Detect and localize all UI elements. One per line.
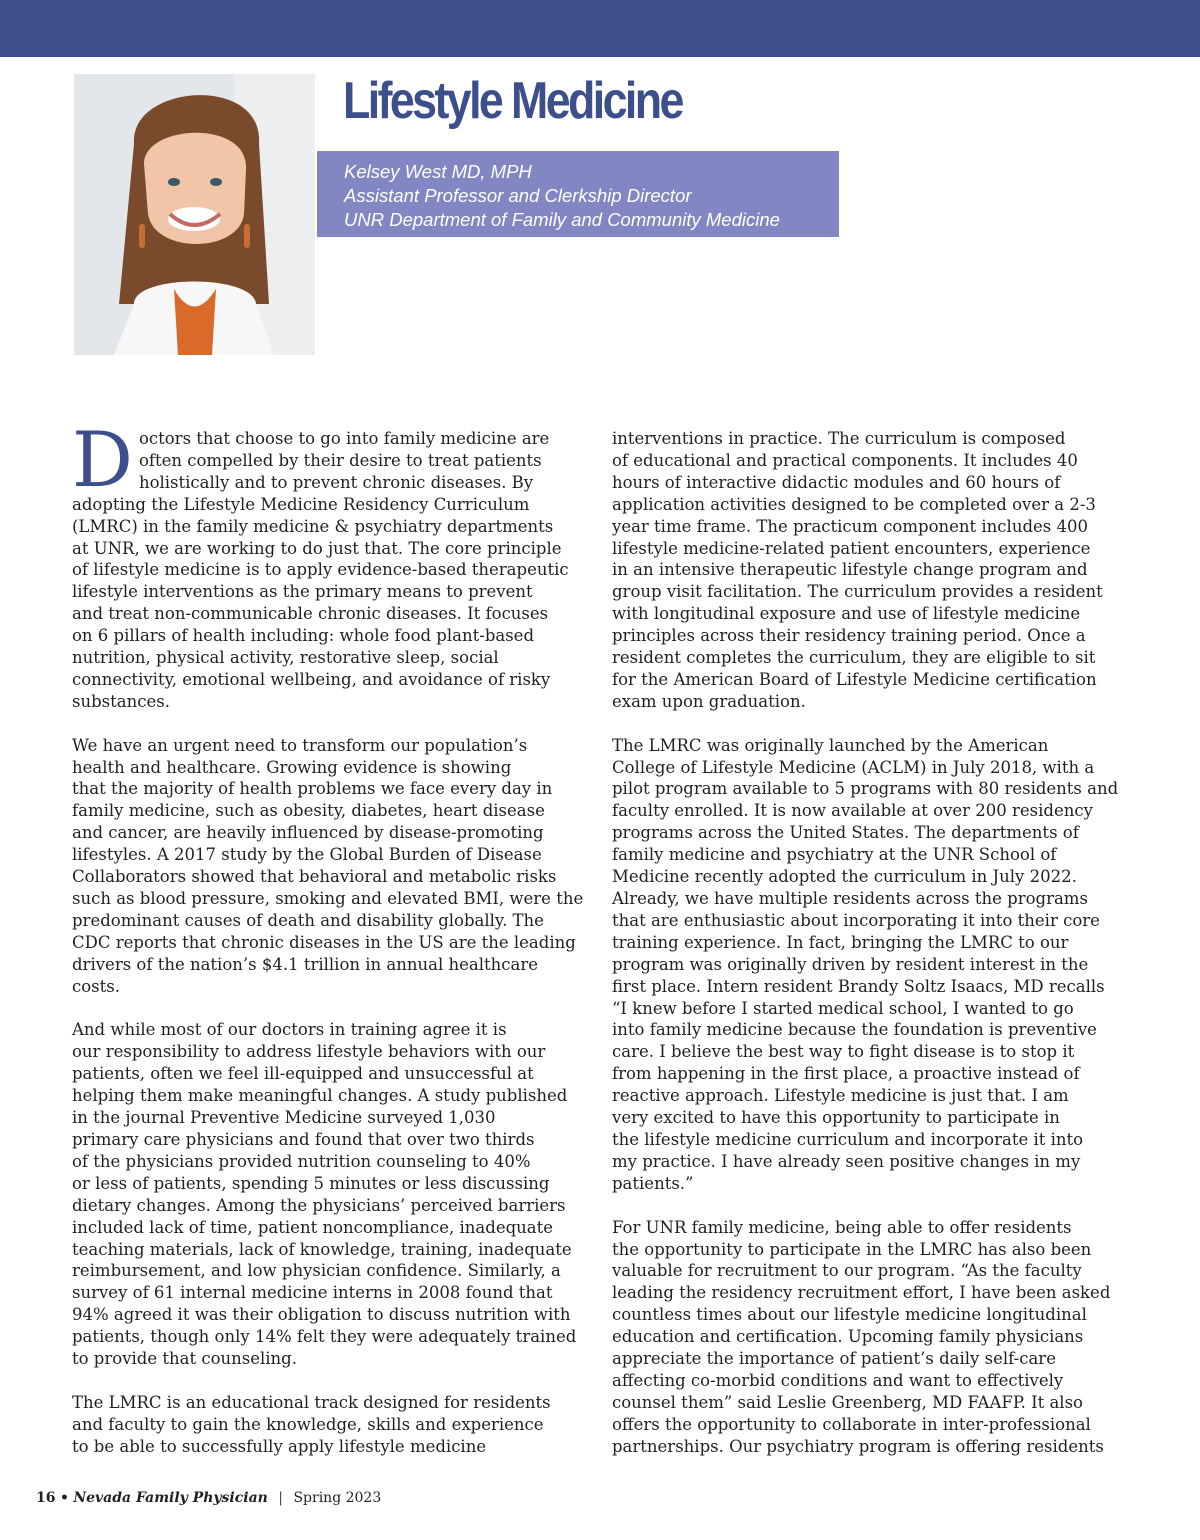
footer-bullet: •	[59, 1490, 69, 1506]
author-info-box	[317, 151, 839, 237]
article-paragraph: And while most of our doctors in training agree it is our responsibility to address lifestyle behaviors with our patients, often we feel ill-equipped and unsuccessful at helping them make meaningful changes. A study published in the journal Preventive Medicine surveyed 1,030 primary care physicians and found that over two thirds of the physicians provided nutrition counseling to 40% or less of patients, spending 5 minutes or less discussing dietary changes. Among the physicians’ perceived barriers included lack of time, patient noncompliance, inadequate teaching materials, lack of knowledge, training, inadequate reimbursement, and low physician confidence. Similarly, a survey of 61 internal medicine interns in 2008 found that 94% agreed it was their obligation to discuss nutrition with patients, though only 14% felt they were adequately trained to provide that counseling.	[72, 1020, 577, 1369]
paragraph-text: octors that choose to go into family medicine are often compelled by their desire to treat patients holistically and to prevent chronic diseases. By adopting the Lifestyle Medicine Residency Curriculum (LMRC) in the family medicine & psychiatry departments at UNR, we are working to do just that. The core principle of lifestyle medicine is to apply evidence-based therapeutic lifestyle interventions as the primary means to prevent and treat non-communicable chronic diseases. It focuses on 6 pillars of health including: whole food plant-based nutrition, physical activity, restorative sleep, social connectivity, emotional wellbeing, and avoidance of risky substances.	[72, 429, 569, 711]
article-paragraph: The LMRC is an educational track designed for residents and faculty to gain the knowledge, skills and experience to be able to successfully apply lifestyle medicine	[72, 1392, 551, 1456]
top-color-band	[0, 0, 1200, 57]
article-paragraph: For UNR family medicine, being able to offer residents the opportunity to participate in the LMRC has also been valuable for recruitment to our program. “As the faculty leading the residency recruitment effort, I have been asked countless times about our lifestyle medicine longitudinal education and certification. Upcoming family physicians appreciate the importance of patient’s daily self-care affecting co-morbid conditions and want to effectively counsel them” said Leslie Greenberg, MD FAAFP. It also offers the opportunity to collaborate in inter-professional partnerships. Our psychiatry program is offering residents	[612, 1217, 1111, 1456]
author-photo	[74, 74, 315, 355]
page-footer	[36, 1490, 381, 1506]
footer-separator: |	[278, 1490, 283, 1506]
page-title: Lifestyle Medicine	[343, 72, 682, 130]
issue-label: Spring 2023	[293, 1490, 382, 1506]
page-number: 16	[36, 1490, 56, 1506]
drop-cap: D	[72, 415, 133, 504]
author-department: UNR Department of Family and Community Medicine	[344, 209, 780, 230]
publication-name: Nevada Family Physician	[73, 1490, 268, 1506]
article-column-right	[612, 428, 1132, 1479]
author-name: Kelsey West MD, MPH	[344, 161, 532, 182]
author-position: Assistant Professor and Clerkship Director	[344, 185, 692, 206]
article-paragraph	[72, 415, 592, 713]
article-column-left	[72, 415, 592, 1479]
portrait-illustration	[74, 74, 315, 355]
article-paragraph: We have an urgent need to transform our population’s health and healthcare. Growing evidence is showing that the majority of health problems we face every day in family medicine, such as obesity, diabetes, heart disease and cancer, are heavily influenced by disease-promoting lifestyles. A 2017 study by the Global Burden of Disease Collaborators showed that behavioral and metabolic risks such as blood pressure, smoking and elevated BMI, were the predominant causes of death and disability globally. The CDC reports that chronic diseases in the US are the leading drivers of the nation’s $4.1 trillion in annual healthcare costs.	[72, 735, 584, 996]
article-paragraph: The LMRC was originally launched by the American College of Lifestyle Medicine (ACLM) in July 2018, with a pilot program available to 5 programs with 80 residents and faculty enrolled. It is now available at over 200 residency programs across the United States. The departments of family medicine and psychiatry at the UNR School of Medicine recently adopted the curriculum in July 2022. Already, we have multiple residents across the programs that are enthusiastic about incorporating it into their core training experience. In fact, bringing the LMRC to our program was originally driven by resident interest in the first place. Intern resident Brandy Soltz Isaacs, MD recalls “I knew before I started medical school, I wanted to go into family medicine because the foundation is preventive care. I believe the best way to fight disease is to stop it from happening in the first place, a proactive instead of reactive approach. Lifestyle medicine is just that. I am very excited to have this opportunity to participate in the lifestyle medicine curriculum and incorporate it into my practice. I have already seen positive changes in my patients.”	[612, 735, 1119, 1193]
article-paragraph: interventions in practice. The curriculum is composed of educational and practical components. It includes 40 hours of interactive didactic modules and 60 hours of application activities designed to be completed over a 2-3 year time frame. The practicum component includes 400 lifestyle medicine-related patient encounters, experience in an intensive therapeutic lifestyle change program and group visit facilitation. The curriculum provides a resident with longitudinal exposure and use of lifestyle medicine principles across their residency training period. Once a resident completes the curriculum, they are eligible to sit for the American Board of Lifestyle Medicine certification exam upon graduation.	[612, 429, 1103, 711]
